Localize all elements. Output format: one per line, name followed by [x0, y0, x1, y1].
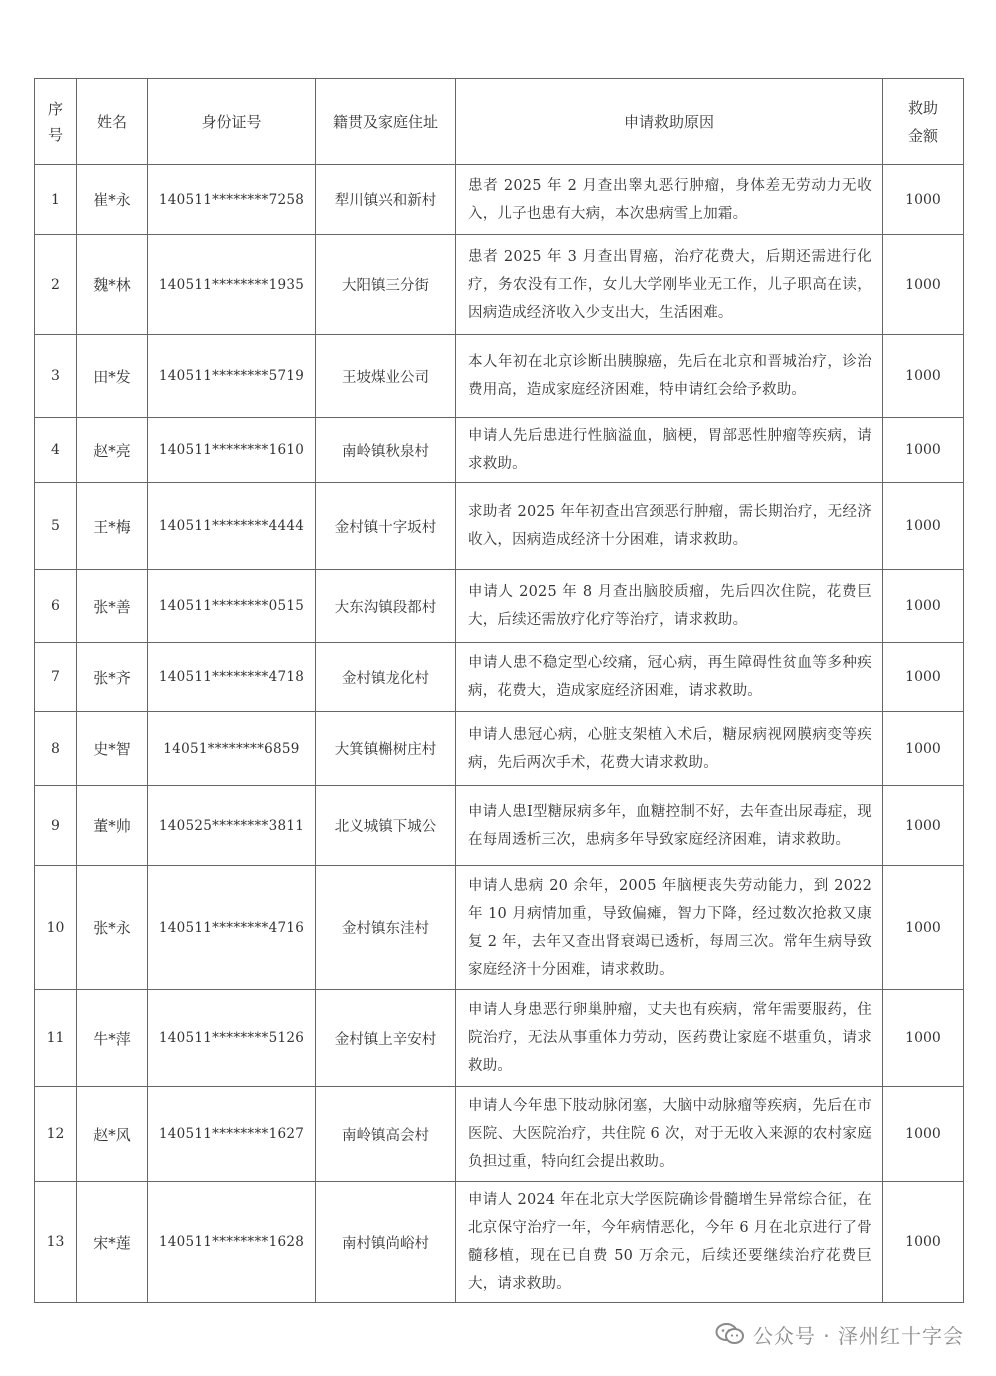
cell-id: 140511********1628 [148, 1182, 316, 1303]
cell-address: 犁川镇兴和新村 [316, 165, 456, 235]
header-seq [35, 79, 77, 165]
cell-seq: 6 [35, 570, 77, 643]
cell-reason: 申请人先后患进行性脑溢血，脑梗，胃部恶性肿瘤等疾病，请求救助。 [456, 418, 883, 483]
cell-name: 史*智 [77, 712, 148, 786]
watermark-text: 公众号 · 泽州红十字会 [752, 1323, 964, 1348]
cell-address: 金村镇龙化村 [316, 643, 456, 712]
cell-id: 140511********4716 [148, 866, 316, 990]
table-row [35, 1087, 964, 1182]
cell-seq: 12 [35, 1087, 77, 1182]
cell-seq: 10 [35, 866, 77, 990]
cell-amount: 1000 [883, 643, 964, 712]
cell-address: 南岭镇高会村 [316, 1087, 456, 1182]
cell-amount: 1000 [883, 165, 964, 235]
cell-reason: 本人年初在北京诊断出胰腺癌，先后在北京和晋城治疗，诊治费用高，造成家庭经济困难，特申请红会给予救助。 [456, 335, 883, 418]
table-row [35, 418, 964, 483]
cell-address: 大阳镇三分街 [316, 235, 456, 335]
cell-reason: 申请人 2024 年在北京大学医院确诊骨髓增生异常综合征，在北京保守治疗一年，今年病情恶化，今年 6 月在北京进行了骨髓移植，现在已自费 50 万余元，后续还要继续治疗花费巨大，请求救助。 [456, 1182, 883, 1303]
wechat-watermark [715, 1318, 964, 1350]
cell-id: 140511********5126 [148, 990, 316, 1087]
cell-address: 南岭镇秋泉村 [316, 418, 456, 483]
cell-id: 140511********1627 [148, 1087, 316, 1182]
cell-name: 张*永 [77, 866, 148, 990]
table-row [35, 165, 964, 235]
cell-address: 大箕镇槲树庄村 [316, 712, 456, 786]
cell-seq: 9 [35, 786, 77, 866]
header-address: 籍贯及家庭住址 [316, 79, 456, 165]
cell-name: 牛*萍 [77, 990, 148, 1087]
cell-address: 北义城镇下城公 [316, 786, 456, 866]
cell-seq: 13 [35, 1182, 77, 1303]
cell-reason: 申请人身患恶行卵巢肿瘤，丈夫也有疾病，常年需要服药，住院治疗，无法从事重体力劳动，医药费让家庭不堪重负，请求救助。 [456, 990, 883, 1087]
cell-seq: 2 [35, 235, 77, 335]
cell-amount: 1000 [883, 483, 964, 570]
cell-seq: 4 [35, 418, 77, 483]
cell-amount: 1000 [883, 712, 964, 786]
table-header-row [35, 79, 964, 165]
cell-name: 张*齐 [77, 643, 148, 712]
cell-id: 140525********3811 [148, 786, 316, 866]
cell-reason: 申请人患冠心病，心脏支架植入术后，糖尿病视网膜病变等疾病，先后两次手术，花费大请求救助。 [456, 712, 883, 786]
cell-amount: 1000 [883, 570, 964, 643]
cell-id: 14051********6859 [148, 712, 316, 786]
cell-seq: 8 [35, 712, 77, 786]
header-reason: 申请救助原因 [456, 79, 883, 165]
cell-reason: 患者 2025 年 3 月查出胃癌，治疗花费大，后期还需进行化疗，务农没有工作，女儿大学刚毕业无工作，儿子职高在读，因病造成经济收入少支出大，生活困难。 [456, 235, 883, 335]
cell-id: 140511********5719 [148, 335, 316, 418]
cell-amount: 1000 [883, 1087, 964, 1182]
cell-address: 金村镇东洼村 [316, 866, 456, 990]
cell-amount: 1000 [883, 990, 964, 1087]
header-amount [883, 79, 964, 165]
cell-id: 140511********7258 [148, 165, 316, 235]
table-row [35, 643, 964, 712]
table-row [35, 866, 964, 990]
cell-reason: 申请人今年患下肢动脉闭塞，大脑中动脉瘤等疾病，先后在市医院、大医院治疗，共住院 6 次，对于无收入来源的农村家庭负担过重，特向红会提出救助。 [456, 1087, 883, 1182]
relief-application-table [34, 78, 964, 1303]
cell-address: 金村镇上辛安村 [316, 990, 456, 1087]
table-row [35, 712, 964, 786]
cell-name: 魏*林 [77, 235, 148, 335]
table-row [35, 990, 964, 1087]
cell-seq: 11 [35, 990, 77, 1087]
cell-seq: 5 [35, 483, 77, 570]
table-row [35, 235, 964, 335]
cell-name: 宋*莲 [77, 1182, 148, 1303]
cell-reason: 申请人患病 20 余年，2005 年脑梗丧失劳动能力，到 2022 年 10 月病情加重，导致偏瘫，智力下降，经过数次抢救又康复 2 年，去年又查出肾衰竭已透析，每周三次。常年生病导致家庭经济十分困难，请求救助。 [456, 866, 883, 990]
cell-name: 崔*永 [77, 165, 148, 235]
cell-name: 赵*亮 [77, 418, 148, 483]
cell-address: 南村镇尚峪村 [316, 1182, 456, 1303]
cell-amount: 1000 [883, 786, 964, 866]
cell-id: 140511********1935 [148, 235, 316, 335]
header-amount-text: 救助金额 [907, 98, 938, 145]
header-seq-text: 序号 [47, 99, 63, 144]
cell-amount: 1000 [883, 866, 964, 990]
cell-name: 张*善 [77, 570, 148, 643]
wechat-icon [715, 1322, 745, 1346]
cell-reason: 求助者 2025 年年初查出宫颈恶行肿瘤，需长期治疗，无经济收入，因病造成经济十分困难，请求救助。 [456, 483, 883, 570]
table-row [35, 335, 964, 418]
cell-name: 王*梅 [77, 483, 148, 570]
cell-name: 田*发 [77, 335, 148, 418]
cell-seq: 3 [35, 335, 77, 418]
cell-amount: 1000 [883, 1182, 964, 1303]
cell-address: 金村镇十字坂村 [316, 483, 456, 570]
cell-name: 赵*风 [77, 1087, 148, 1182]
cell-name: 董*帅 [77, 786, 148, 866]
cell-seq: 1 [35, 165, 77, 235]
cell-reason: 申请人患不稳定型心绞痛，冠心病，再生障碍性贫血等多种疾病，花费大，造成家庭经济困难，请求救助。 [456, 643, 883, 712]
cell-id: 140511********4718 [148, 643, 316, 712]
cell-seq: 7 [35, 643, 77, 712]
cell-amount: 1000 [883, 418, 964, 483]
cell-amount: 1000 [883, 235, 964, 335]
table-row [35, 1182, 964, 1303]
cell-reason: 申请人 2025 年 8 月查出脑胶质瘤，先后四次住院，花费巨大，后续还需放疗化疗等治疗，请求救助。 [456, 570, 883, 643]
cell-id: 140511********4444 [148, 483, 316, 570]
table-row [35, 786, 964, 866]
cell-reason: 患者 2025 年 2 月查出睾丸恶行肿瘤，身体差无劳动力无收入，儿子也患有大病，本次患病雪上加霜。 [456, 165, 883, 235]
table-row [35, 570, 964, 643]
cell-amount: 1000 [883, 335, 964, 418]
cell-address: 大东沟镇段都村 [316, 570, 456, 643]
table-row [35, 483, 964, 570]
cell-id: 140511********0515 [148, 570, 316, 643]
cell-address: 王坡煤业公司 [316, 335, 456, 418]
cell-id: 140511********1610 [148, 418, 316, 483]
header-id: 身份证号 [148, 79, 316, 165]
header-name: 姓名 [77, 79, 148, 165]
cell-reason: 申请人患Ⅰ型糖尿病多年，血糖控制不好，去年查出尿毒症，现在每周透析三次，患病多年导致家庭经济困难，请求救助。 [456, 786, 883, 866]
